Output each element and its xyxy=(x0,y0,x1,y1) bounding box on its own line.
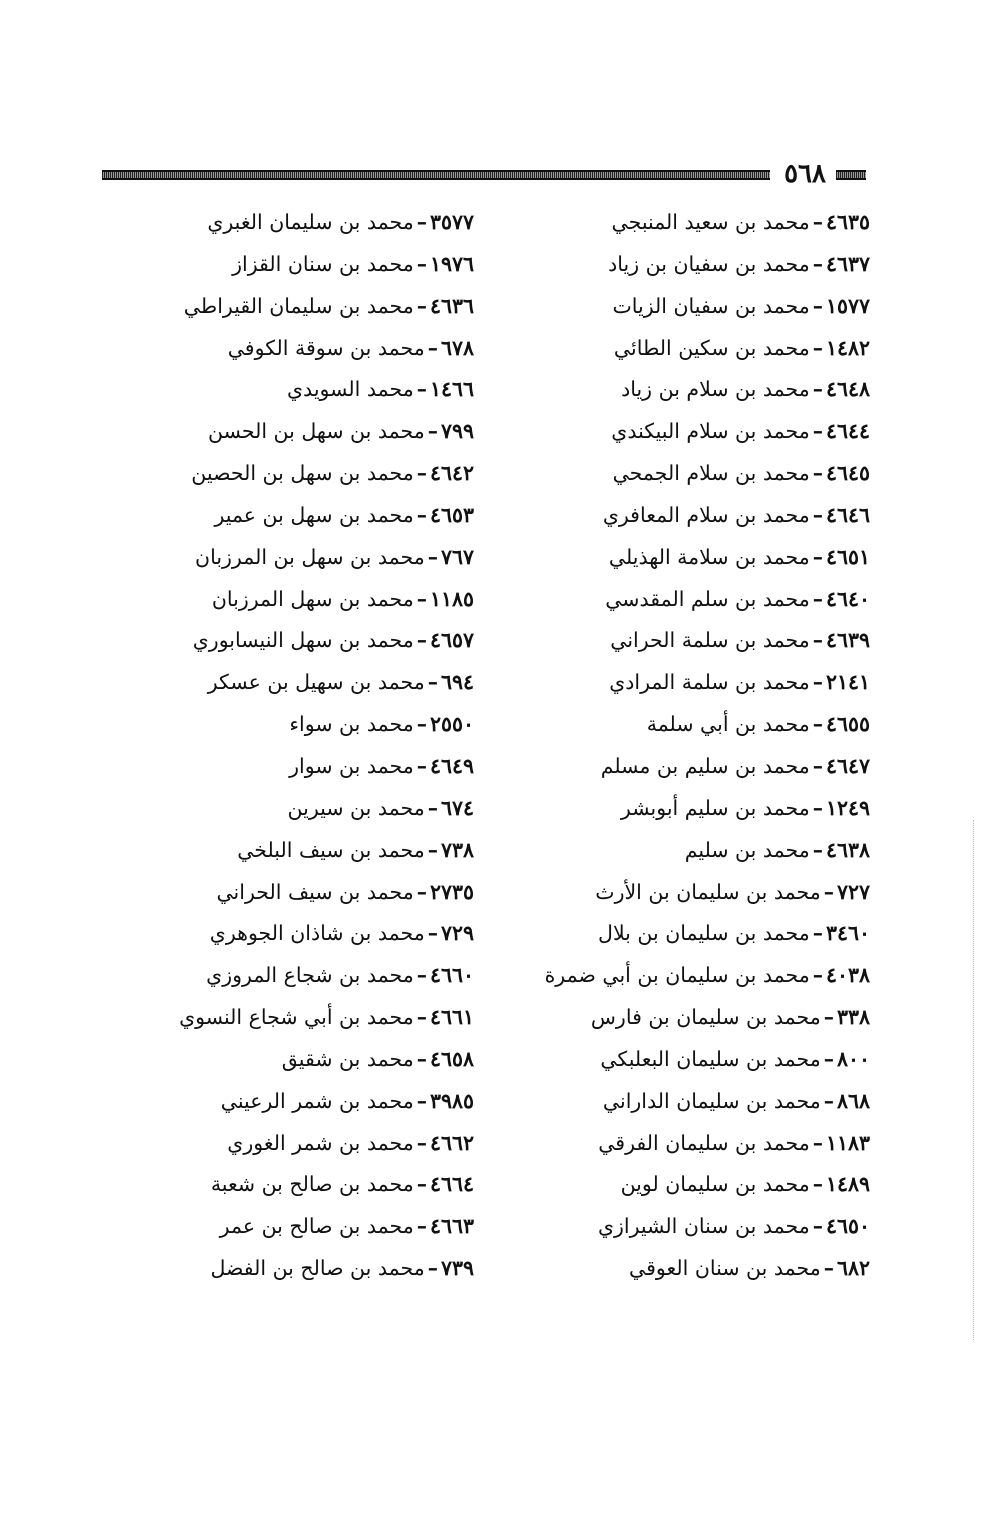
entry-separator: – xyxy=(416,1172,427,1197)
entry-separator: – xyxy=(812,502,823,527)
entry-name: محمد بن سليمان بن فارس xyxy=(590,1005,821,1030)
entry-number: ٤٦٣٩ xyxy=(825,628,870,653)
entry-separator: – xyxy=(812,251,823,276)
entry-number: ٦٧٤ xyxy=(440,795,474,820)
index-entry xyxy=(540,495,870,537)
entry-name: محمد بن سليم أبوبشر xyxy=(620,795,810,820)
index-entry xyxy=(144,537,474,579)
entry-separator: – xyxy=(416,1214,427,1239)
index-entry xyxy=(144,1039,474,1081)
entry-number: ٤٦٣٦ xyxy=(429,293,474,318)
entry-separator: – xyxy=(812,293,823,318)
entry-name: محمد بن سوار xyxy=(289,753,414,778)
entry-name: محمد بن سلمة المرادي xyxy=(609,670,810,695)
entry-name: محمد بن سنان العوقي xyxy=(629,1256,821,1281)
entry-number: ٤٦٥٣ xyxy=(429,502,474,527)
entry-name: محمد بن سليمان الغبري xyxy=(207,210,414,234)
entry-name: محمد السويدي xyxy=(287,377,414,402)
index-entry xyxy=(144,1081,474,1123)
entry-name: محمد بن شاذان الجوهري xyxy=(209,921,425,946)
entry-number: ٧٢٧ xyxy=(836,879,870,904)
index-entry xyxy=(540,1123,870,1165)
entry-number: ٧٣٩ xyxy=(440,1256,474,1281)
entry-name: محمد بن شجاع المروزي xyxy=(206,963,414,988)
entry-name: محمد بن سوقة الكوفي xyxy=(227,335,425,360)
index-entry xyxy=(540,453,870,495)
entry-number: ٧٦٧ xyxy=(440,544,474,569)
entry-separator: – xyxy=(416,502,427,527)
index-entry xyxy=(144,328,474,370)
index-entry xyxy=(144,746,474,788)
entry-number: ٤٦٦٠ xyxy=(429,963,474,988)
entry-separator: – xyxy=(416,1130,427,1155)
entry-name: محمد بن شمر الرعيني xyxy=(220,1088,414,1113)
entry-separator: – xyxy=(812,837,823,862)
entry-name: محمد بن شمر الغوري xyxy=(227,1130,414,1155)
entry-separator: – xyxy=(823,879,834,904)
index-entry xyxy=(540,830,870,872)
index-entry xyxy=(144,997,474,1039)
entry-name: محمد بن سلام الجمحي xyxy=(612,461,810,486)
index-entry xyxy=(144,202,474,244)
entry-name: محمد بن سهل المرزبان xyxy=(211,586,414,611)
entry-name: محمد بن سواء xyxy=(289,712,414,737)
entry-separator: – xyxy=(812,586,823,611)
entry-number: ٦٩٤ xyxy=(440,670,474,695)
entry-name: محمد بن سكين الطائي xyxy=(613,335,810,360)
index-entry xyxy=(540,662,870,704)
entry-separator: – xyxy=(416,293,427,318)
header-rule-end xyxy=(836,170,866,180)
entry-number: ٤٦٦٢ xyxy=(429,1130,474,1155)
entry-separator: – xyxy=(416,586,427,611)
index-entry xyxy=(144,1248,474,1290)
entry-separator: – xyxy=(812,795,823,820)
entry-number: ٤٦٤٠ xyxy=(825,586,870,611)
entry-separator: – xyxy=(812,1172,823,1197)
entry-separator: – xyxy=(823,1256,834,1281)
index-entry xyxy=(144,495,474,537)
entry-separator: – xyxy=(427,1256,438,1281)
index-entry xyxy=(540,1164,870,1206)
entry-name: محمد بن سهل بن عمير xyxy=(214,502,414,527)
entry-separator: – xyxy=(416,251,427,276)
entry-number: ٤٦٤٧ xyxy=(825,753,870,778)
entry-number: ٤٦٤٨ xyxy=(825,377,870,402)
index-entry xyxy=(144,411,474,453)
entry-number: ٤٦٥٧ xyxy=(429,628,474,653)
entry-number: ٤٦٤٢ xyxy=(429,461,474,486)
index-entry xyxy=(144,788,474,830)
entry-separator: – xyxy=(812,377,823,402)
entry-separator: – xyxy=(416,461,427,486)
entry-separator: – xyxy=(427,544,438,569)
entry-name: محمد بن سهل بن المرزبان xyxy=(195,544,425,569)
entry-number: ٢٧٣٥ xyxy=(429,879,474,904)
entry-name: محمد بن سهيل بن عسكر xyxy=(207,670,425,695)
entry-number: ١٤٨٩ xyxy=(825,1172,870,1197)
entry-separator: – xyxy=(812,335,823,360)
entry-separator: – xyxy=(812,670,823,695)
entry-number: ٦٧٨ xyxy=(440,335,474,360)
entry-separator: – xyxy=(416,210,427,234)
index-entry xyxy=(540,620,870,662)
index-entry xyxy=(144,369,474,411)
entry-name: محمد بن سليمان بن الأرث xyxy=(595,879,821,904)
entry-name: محمد بن أبي شجاع النسوي xyxy=(179,1005,414,1030)
entry-number: ٤٦٣٧ xyxy=(825,251,870,276)
entry-name: محمد بن سلمة الحراني xyxy=(610,628,810,653)
index-entry xyxy=(540,1039,870,1081)
index-entry xyxy=(144,453,474,495)
entry-separator: – xyxy=(812,544,823,569)
entry-number: ١٢٤٩ xyxy=(825,795,870,820)
entry-name: محمد بن سفيان بن زياد xyxy=(608,251,810,276)
entry-number: ١٤٨٢ xyxy=(825,335,870,360)
index-entry xyxy=(540,997,870,1039)
entry-name: محمد بن سليمان بن أبي ضمرة xyxy=(544,963,810,988)
entry-separator: – xyxy=(416,1088,427,1113)
index-entry xyxy=(144,955,474,997)
index-entry xyxy=(540,913,870,955)
index-entry xyxy=(540,872,870,914)
entry-number: ٤٦٦٣ xyxy=(429,1214,474,1239)
index-entry xyxy=(540,369,870,411)
entry-number: ٤٦٥٥ xyxy=(825,712,870,737)
entry-number: ٧٩٩ xyxy=(440,419,474,444)
entry-separator: – xyxy=(416,377,427,402)
entry-separator: – xyxy=(427,335,438,360)
entry-separator: – xyxy=(427,921,438,946)
index-entry xyxy=(144,913,474,955)
entry-separator: – xyxy=(823,1005,834,1030)
index-entry xyxy=(540,955,870,997)
entry-name: محمد بن سفيان الزيات xyxy=(612,293,810,318)
index-entry xyxy=(144,286,474,328)
entry-number: ٤٦٥١ xyxy=(825,544,870,569)
page-header xyxy=(102,159,866,189)
entry-separator: – xyxy=(427,795,438,820)
entry-separator: – xyxy=(427,670,438,695)
entry-number: ٤٦٥٨ xyxy=(429,1046,474,1071)
entry-name: محمد بن سليمان القيراطي xyxy=(183,293,414,318)
index-entry xyxy=(144,620,474,662)
index-entry xyxy=(144,1164,474,1206)
entry-name: محمد بن سيرين xyxy=(287,795,425,820)
entry-number: ٤٦٥٠ xyxy=(825,1214,870,1239)
entry-number: ٤٦٣٨ xyxy=(825,837,870,862)
entry-name: محمد بن سليم xyxy=(684,837,810,862)
entry-number: ٢١٤١ xyxy=(825,670,870,695)
entry-name: محمد بن سليمان لوين xyxy=(620,1172,810,1197)
entry-name: محمد بن سلام المعافري xyxy=(602,502,810,527)
entry-number: ٤٦٤٥ xyxy=(825,461,870,486)
entry-separator: – xyxy=(812,712,823,737)
index-entry xyxy=(540,1206,870,1248)
entry-number: ٣٣٨ xyxy=(836,1005,870,1030)
index-entry xyxy=(144,662,474,704)
index-entry xyxy=(540,746,870,788)
entry-number: ٣٤٦٠ xyxy=(825,921,870,946)
entry-name: محمد بن سهل بن الحصين xyxy=(191,461,414,486)
entry-name: محمد بن سلم المقدسي xyxy=(605,586,810,611)
index-entry xyxy=(540,411,870,453)
page-number: ٥٦٨ xyxy=(780,159,830,189)
entry-name: محمد بن سليمان بن بلال xyxy=(598,921,810,946)
entry-name: محمد بن سيف الحراني xyxy=(216,879,414,904)
index-entry xyxy=(540,286,870,328)
entry-number: ٨٠٠ xyxy=(836,1046,870,1071)
entry-name: محمد بن صالح بن شعبة xyxy=(210,1172,414,1197)
index-entry xyxy=(540,788,870,830)
index-entry xyxy=(540,537,870,579)
index-entry xyxy=(144,1206,474,1248)
index-column-right xyxy=(540,202,870,1290)
entry-name: محمد بن صالح بن عمر xyxy=(219,1214,414,1239)
entry-name: محمد بن سلام البيكندي xyxy=(611,419,810,444)
header-rule xyxy=(102,170,770,180)
entry-number: ٧٢٩ xyxy=(440,921,474,946)
entry-number: ١٥٧٧ xyxy=(825,293,870,318)
entry-name: محمد بن سليمان الفرقي xyxy=(598,1130,810,1155)
index-entry xyxy=(144,830,474,872)
entry-separator: – xyxy=(416,879,427,904)
index-entry xyxy=(540,1248,870,1290)
entry-separator: – xyxy=(812,963,823,988)
entry-number: ٤٦٣٥ xyxy=(825,210,870,234)
entry-name: محمد بن سليم بن مسلم xyxy=(600,753,810,778)
entry-number: ٨٦٨ xyxy=(836,1088,870,1113)
entry-name: محمد بن أبي سلمة xyxy=(646,712,810,737)
entry-separator: – xyxy=(812,461,823,486)
entry-number: ٤٦٤٩ xyxy=(429,753,474,778)
entry-number: ٤٦٤٤ xyxy=(825,419,870,444)
entry-number: ١١٨٥ xyxy=(429,586,474,611)
index-column-left xyxy=(144,202,474,1290)
entry-name: محمد بن سليمان البعلبكي xyxy=(600,1046,821,1071)
entry-separator: – xyxy=(812,1214,823,1239)
entry-separator: – xyxy=(812,210,823,234)
index-entry xyxy=(144,244,474,286)
index-entry xyxy=(540,328,870,370)
entry-separator: – xyxy=(812,419,823,444)
entry-name: محمد بن سعيد المنبجي xyxy=(611,210,810,234)
entry-separator: – xyxy=(823,1046,834,1071)
entry-name: محمد بن سنان الشيرازي xyxy=(597,1214,810,1239)
entry-name: محمد بن سنان القزاز xyxy=(232,251,414,276)
entry-number: ١٩٧٦ xyxy=(429,251,474,276)
entry-number: ٤٦٤٦ xyxy=(825,502,870,527)
entry-number: ١١٨٣ xyxy=(825,1130,870,1155)
index-entry xyxy=(144,872,474,914)
entry-number: ٤٠٣٨ xyxy=(825,963,870,988)
margin-scan-line xyxy=(972,820,974,1340)
entry-separator: – xyxy=(416,753,427,778)
index-entry xyxy=(540,579,870,621)
entry-name: محمد بن سيف البلخي xyxy=(237,837,425,862)
entry-name: محمد بن صالح بن الفضل xyxy=(210,1256,425,1281)
index-entry xyxy=(540,202,870,244)
index-entry xyxy=(144,1123,474,1165)
entry-number: ٦٨٢ xyxy=(836,1256,870,1281)
entry-name: محمد بن سهل بن الحسن xyxy=(207,419,425,444)
index-entry xyxy=(540,704,870,746)
entry-name: محمد بن سلامة الهذيلي xyxy=(608,544,810,569)
index-entry xyxy=(144,704,474,746)
entry-separator: – xyxy=(427,837,438,862)
entry-name: محمد بن شقيق xyxy=(281,1046,414,1071)
entry-number: ٣٩٨٥ xyxy=(429,1088,474,1113)
entry-separator: – xyxy=(416,628,427,653)
entry-number: ١٤٦٦ xyxy=(429,377,474,402)
entry-separator: – xyxy=(416,1005,427,1030)
index-entry xyxy=(540,1081,870,1123)
entry-separator: – xyxy=(812,628,823,653)
entry-separator: – xyxy=(823,1088,834,1113)
entry-separator: – xyxy=(812,1130,823,1155)
entry-number: ٤٦٦٤ xyxy=(429,1172,474,1197)
entry-separator: – xyxy=(416,1046,427,1071)
entry-separator: – xyxy=(812,753,823,778)
entry-name: محمد بن سليمان الداراني xyxy=(602,1088,821,1113)
entry-separator: – xyxy=(427,419,438,444)
entry-number: ٧٣٨ xyxy=(440,837,474,862)
entry-number: ٢٥٥٠ xyxy=(429,712,474,737)
entry-separator: – xyxy=(812,921,823,946)
index-entry xyxy=(540,244,870,286)
entry-separator: – xyxy=(416,963,427,988)
entry-name: محمد بن سلام بن زياد xyxy=(621,377,810,402)
entry-separator: – xyxy=(416,712,427,737)
entry-number: ٤٦٦١ xyxy=(429,1005,474,1030)
index-entry xyxy=(144,579,474,621)
entry-name: محمد بن سهل النيسابوري xyxy=(192,628,414,653)
entry-number: ٣٥٧٧ xyxy=(429,210,474,234)
